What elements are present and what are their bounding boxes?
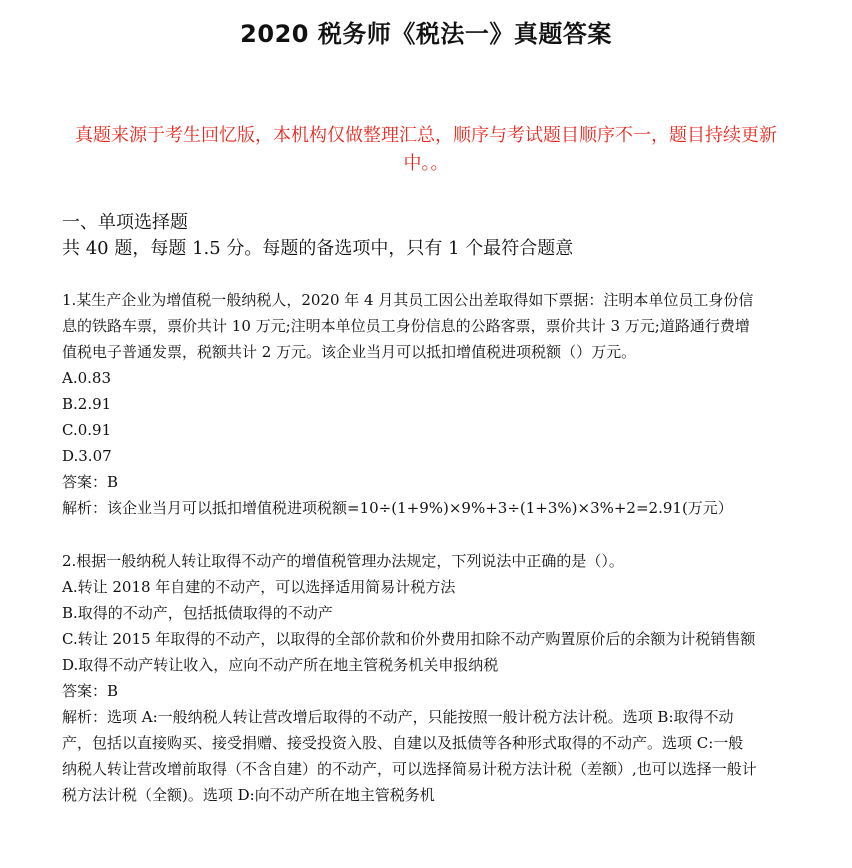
option-c: C.转让 2015 年取得的不动产，以取得的全部价款和价外费用扣除不动产购置原价后的余额为计税销售额 [62,630,756,648]
option-a: A.转让 2018 年自建的不动产，可以选择适用简易计税方法 [62,578,456,596]
question-list [62,287,758,808]
option-d: D.3.07 [62,447,112,465]
answer: 答案：B [62,473,119,491]
question-stem: 1.某生产企业为增值税一般纳税人，2020 年 4 月其员工因公出差取得如下票据：注明本单位员工身份信息的铁路车票，票价共计 10 万元;注明本单位员工身份信息的公路客票，票价共计 3 万元;道路通行费增值税电子普通发票，税额共计 2 万元。该企业当月可以抵扣增值税进项税额（）万元。 [62,291,754,361]
analysis: 解析：该企业当月可以抵扣增值税进项税额=10÷(1+9%)×9%+3÷(1+3%)×3%+2=2.91(万元） [62,499,733,517]
question-2 [62,548,758,808]
section-heading: 一、单项选择题 [62,212,188,233]
option-a: A.0.83 [62,369,111,387]
answer: 答案：B [62,682,119,700]
option-d: D.取得不动产转让收入，应向不动产所在地主管税务机关申报纳税 [62,656,499,674]
option-b: B.取得的不动产，包括抵债取得的不动产 [62,604,333,622]
question-spacer [62,521,758,548]
section-header [62,210,802,262]
question-stem: 2.根据一般纳税人转让取得不动产的增值税管理办法规定，下列说法中正确的是（）。 [62,552,624,570]
analysis: 解析：选项 A:一般纳税人转让营改增后取得的不动产，只能按照一般计税方法计税。选项 B:取得不动产，包括以直接购买、接受捐赠、接受投资入股、自建以及抵债等各种形式取得的不动产。选项 C:一般纳税人转让营改增前取得（不含自建）的不动产，可以选择简易计税方法计税（差额）,也可以选择一般计税方法计税（全额)。选项 D:向不动产所在地主管税务机 [62,708,757,804]
option-b: B.2.91 [62,395,112,413]
source-notice: 真题来源于考生回忆版，本机构仅做整理汇总，顺序与考试题目顺序不一，题目持续更新中。。 [75,125,777,174]
document-title: 2020 税务师《税法一》真题答案 [240,20,612,48]
question-1 [62,287,758,521]
section-description: 共 40 题，每题 1.5 分。每题的备选项中，只有 1 个最符合题意 [62,238,574,259]
option-c: C.0.91 [62,421,112,439]
